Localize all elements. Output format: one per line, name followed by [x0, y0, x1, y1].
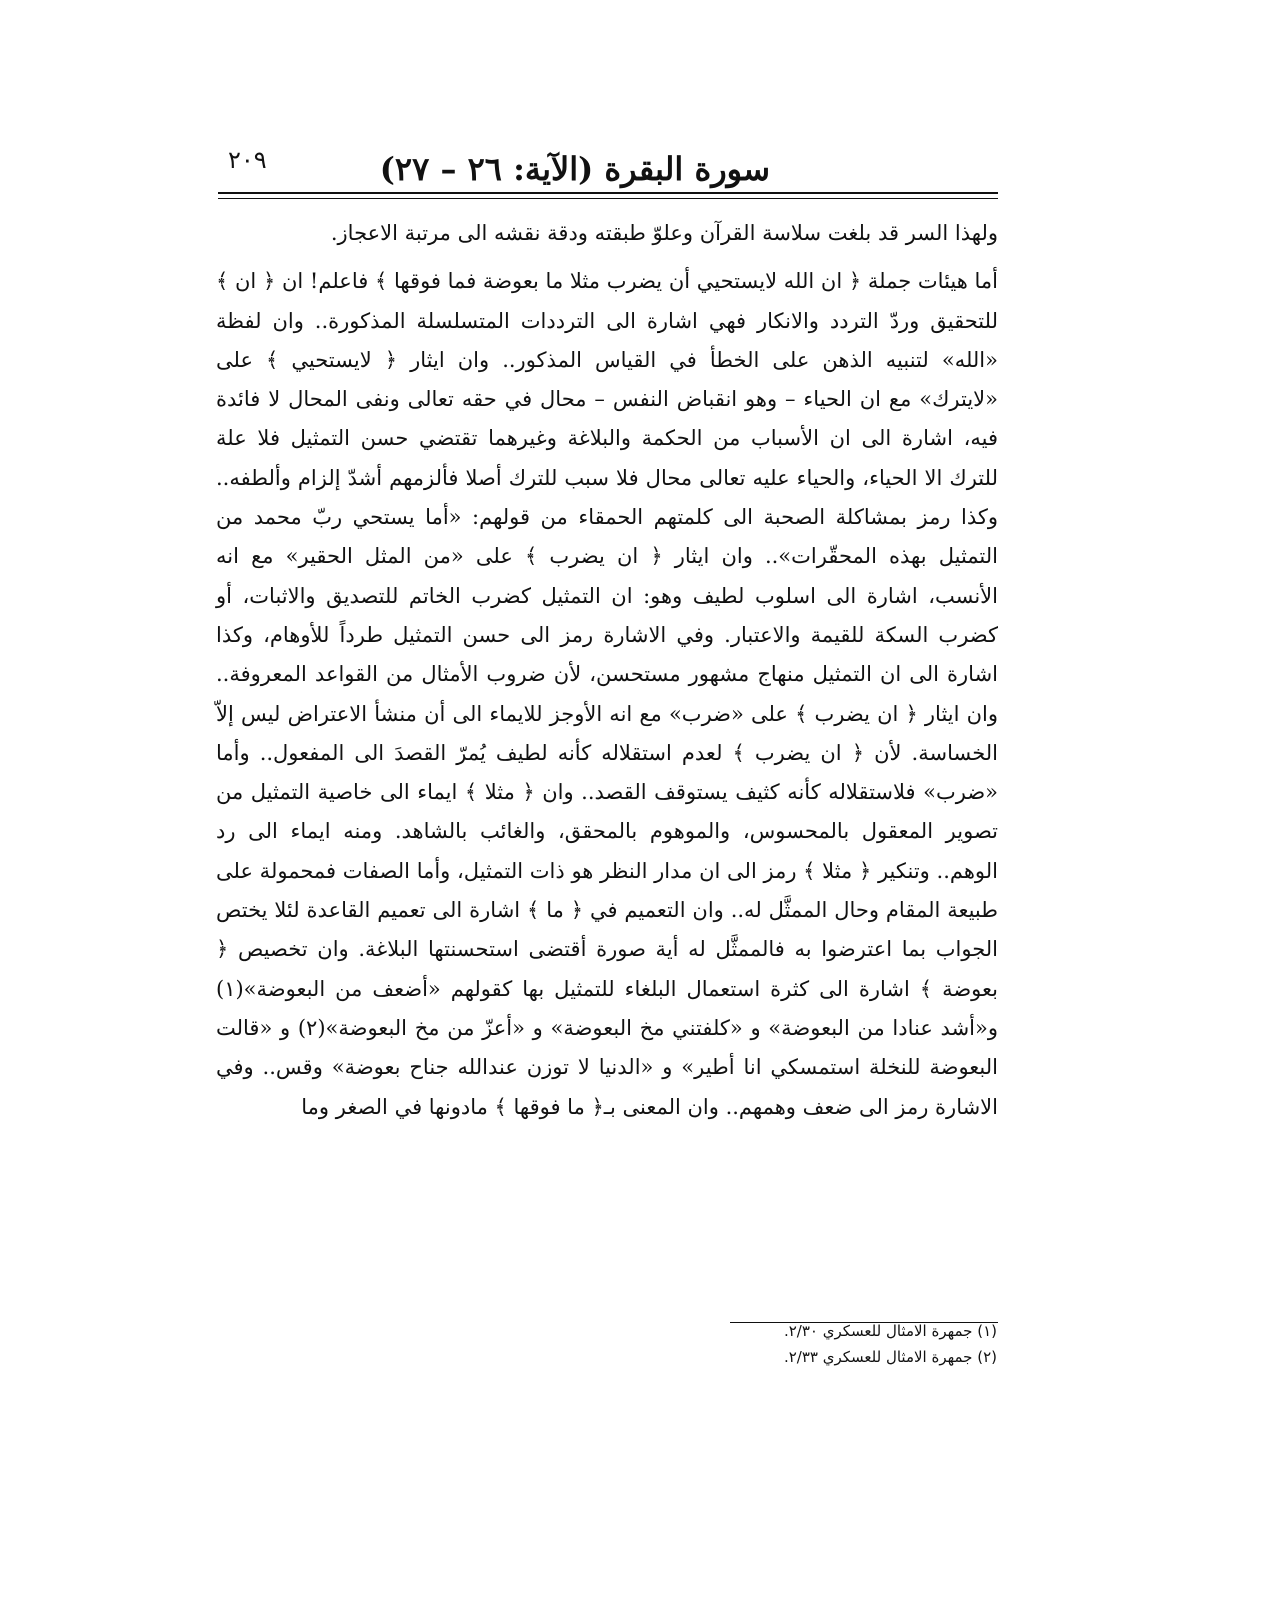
body-text — [216, 214, 998, 1127]
running-title: سورة البقرة (الآية: ٢٦ – ٢٧) — [379, 150, 770, 188]
paragraph-1: ولهذا السر قد بلغت سلاسة القرآن وعلوّ طبقته ودقة نقشه الى مرتبة الاعجاز. — [330, 221, 998, 245]
footnote-2: (٢) جمهرة الامثال للعسكري ٢/٣٣. — [783, 1348, 997, 1366]
header-rule-thick — [218, 192, 998, 194]
page-number: ٢٠٩ — [228, 146, 267, 174]
paragraph-2: أما هيئات جملة ﴿ ان الله لايستحيي أن يضرب مثلا ما بعوضة فما فوقها ﴾ فاعلم! ان ﴿ ان ﴾ للتحقيق وردّ التردد والانكار فهي اشارة الى الترددات المتسلسلة المذكورة.. وان لفظة «الله» لتنبيه الذهن على الخطأ في القياس المذكور.. وان ايثار ﴿ لايستحيي ﴾ على «لايترك» مع ان الحياء – وهو انقباض النفس – محال في حقه تعالى ونفى المحال لا فائدة فيه، اشارة الى ان الأسباب من الحكمة والبلاغة وغيرهما تقتضي حسن التمثيل فلا علة للترك الا الحياء، والحياء عليه تعالى محال فلا سبب للترك أصلا فألزمهم أشدّ إلزام وألطفه.. وكذا رمز بمشاكلة الصحبة الى كلمتهم الحمقاء من قولهم: «أما يستحي ربّ محمد من التمثيل بهذه المحقّرات».. وان ايثار ﴿ ان يضرب ﴾ على «من المثل الحقير» مع انه الأنسب، اشارة الى اسلوب لطيف وهو: ان التمثيل كضرب الخاتم للتصديق والاثبات، أو كضرب السكة للقيمة والاعتبار. وفي الاشارة رمز الى حسن التمثيل طرداً للأوهام، وكذا اشارة الى ان التمثيل منهاج مشهور مستحسن، لأن ضروب الأمثال من القواعد المعروفة.. وان ايثار ﴿ ان يضرب ﴾ على «ضرب» مع انه الأوجز للايماء الى أن منشأ الاعتراض ليس إلاّ الخساسة. لأن ﴿ ان يضرب ﴾ لعدم استقلاله كأنه لطيف يُمرّ القصدَ الى المفعول.. وأما «ضرب» فلاستقلاله كأنه كثيف يستوقف القصد.. وان ﴿ مثلا ﴾ ايماء الى خاصية التمثيل من تصوير المعقول بالمحسوس، والموهوم بالمحقق، والغائب بالشاهد. ومنه ايماء الى رد الوهم.. وتنكير ﴿ مثلا ﴾ رمز الى ان مدار النظر هو ذات التمثيل، وأما الصفات فمحمولة على طبيعة المقام وحال الممثَّل له.. وان التعميم في ﴿ ما ﴾ اشارة الى تعميم القاعدة لئلا يختص الجواب بما اعترضوا به فالممثَّل له أية صورة أقتضى استحسنتها البلاغة. وان تخصيص ﴿ بعوضة ﴾ اشارة الى كثرة استعمال البلغاء للتمثيل بها كقولهم «أضعف من البعوضة»(١) و«أشد عنادا من البعوضة» و «كلفتني مخ البعوضة» و «أعزّ من مخ البعوضة»(٢) و «قالت البعوضة للنخلة استمسكي انا أطير» و «الدنيا لا توزن عندالله جناح بعوضة» وقس.. وفي الاشارة رمز الى ضعف وهمهم.. وان المعنى بـ﴿ ما فوقها ﴾ مادونها في الصغر وما — [216, 269, 998, 1119]
footnotes — [397, 1318, 997, 1370]
header-rule-thin — [218, 198, 998, 199]
footnote-1: (١) جمهرة الامثال للعسكري ٢/٣٠. — [783, 1322, 997, 1340]
